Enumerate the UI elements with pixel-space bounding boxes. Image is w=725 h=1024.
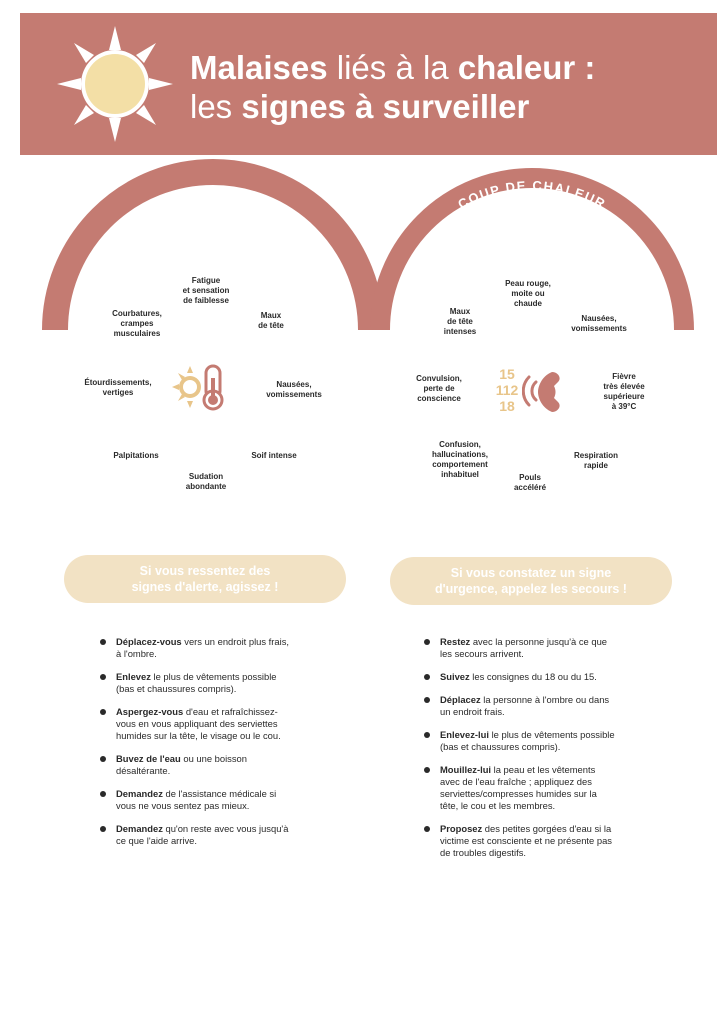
title-word: Malaises [190, 49, 328, 86]
left-arc-title: ÉPUISEMENT DÛ À LA CHALEUR [87, 185, 339, 269]
right-action-list [424, 636, 674, 870]
left-alert-pill-text: Si vous ressentez des signes d'alerte, agissez ! [131, 564, 279, 594]
right-arc-title: COUP DE CHALEUR [455, 177, 609, 212]
action-verb: Enlevez-lui [440, 729, 489, 740]
action-item: Déplacez-vous vers un endroit plus frais, à l'ombre. [100, 636, 340, 660]
symptom-confusion: Confusion, hallucinations, comportement inhabituel [431, 440, 488, 479]
symptom-nausees: Nausées, vomissements [571, 314, 627, 333]
action-item: Demandez qu'on reste avec vous jusqu'à ce que l'aide arrive. [100, 823, 340, 847]
action-verb: Enlevez [116, 671, 151, 682]
action-item: Aspergez-vous d'eau et rafraîchissez- vous en vous appliquant des serviettes humides sur la tête, le visage ou le cou. [100, 706, 340, 742]
action-item: Déplacez la personne à l'ombre ou dans un endroit frais. [424, 694, 674, 718]
action-item: Suivez les consignes du 18 ou du 15. [424, 671, 674, 683]
symptom-etourdissements: Étourdissements, vertiges [84, 378, 152, 397]
symptom-convulsion: Convulsion, perte de conscience [416, 374, 462, 403]
symptom-pouls: Pouls accéléré [513, 473, 547, 492]
left-action-list [100, 636, 340, 858]
symptom-courbatures: Courbatures, crampes musculaires [112, 309, 162, 338]
emergency-number: 112 [495, 382, 519, 398]
symptom-fievre: Fièvre très élevée supérieure à 39°C [603, 372, 645, 411]
action-verb: Mouillez-lui [440, 764, 492, 775]
action-verb: Demandez [116, 788, 163, 799]
action-verb: Déplacez-vous [116, 636, 182, 647]
emergency-number: 15 [499, 366, 515, 382]
emergency-number: 18 [499, 398, 515, 414]
action-item: Enlevez le plus de vêtements possible (bas et chaussures compris). [100, 671, 340, 695]
action-item: Buvez de l'eau ou une boisson désaltérante. [100, 753, 340, 777]
phone-icon [522, 368, 570, 414]
right-alert-pill-text: Si vous constatez un signe d'urgence, appelez les secours ! [435, 566, 627, 596]
emergency-numbers [492, 366, 522, 414]
action-verb: Buvez de l'eau [116, 753, 181, 764]
action-verb: Proposez [440, 823, 483, 834]
right-alert-pill [390, 557, 672, 605]
left-alert-pill [64, 555, 346, 603]
action-verb: Demandez [116, 823, 163, 834]
symptom-fatigue: Fatigue et sensation de faiblesse [182, 276, 230, 305]
symptom-soif: Soif intense [251, 451, 297, 460]
action-item: Enlevez-lui le plus de vêtements possible (bas et chaussures compris). [424, 729, 674, 753]
symptom-maux-intenses: Maux de tête intenses [443, 307, 477, 336]
symptom-peau: Peau rouge, moite ou chaude [505, 279, 551, 308]
action-item: Mouillez-lui la peau et les vêtements avec de l'eau fraîche ; appliquez des serviettes/compresses humides sur la tête, le cou et les membres. [424, 764, 674, 812]
symptom-palpitations: Palpitations [113, 451, 159, 460]
action-verb: Aspergez-vous [116, 706, 184, 717]
action-item: Proposez des petites gorgées d'eau si la victime est consciente et ne présente pas de troubles digestifs. [424, 823, 674, 859]
title-word: liés à la [327, 49, 458, 86]
action-item: Demandez de l'assistance médicale si vous ne vous sentez pas mieux. [100, 788, 340, 812]
action-item: Restez avec la personne jusqu'à ce que les secours arrivent. [424, 636, 674, 660]
title-word: signes à surveiller [241, 88, 530, 125]
symptom-sudation: Sudation abondante [185, 472, 227, 491]
symptom-maux-de-tete: Maux de tête [258, 311, 284, 330]
title-word: chaleur : [457, 49, 596, 86]
action-verb: Restez [440, 636, 471, 647]
action-verb: Déplacez [440, 694, 481, 705]
thermometer-sun-icon [172, 362, 236, 412]
symptom-respiration: Respiration rapide [573, 451, 618, 470]
title-word: les [190, 88, 242, 125]
symptom-nausees: Nausées, vomissements [266, 380, 322, 399]
action-verb: Suivez [440, 671, 470, 682]
